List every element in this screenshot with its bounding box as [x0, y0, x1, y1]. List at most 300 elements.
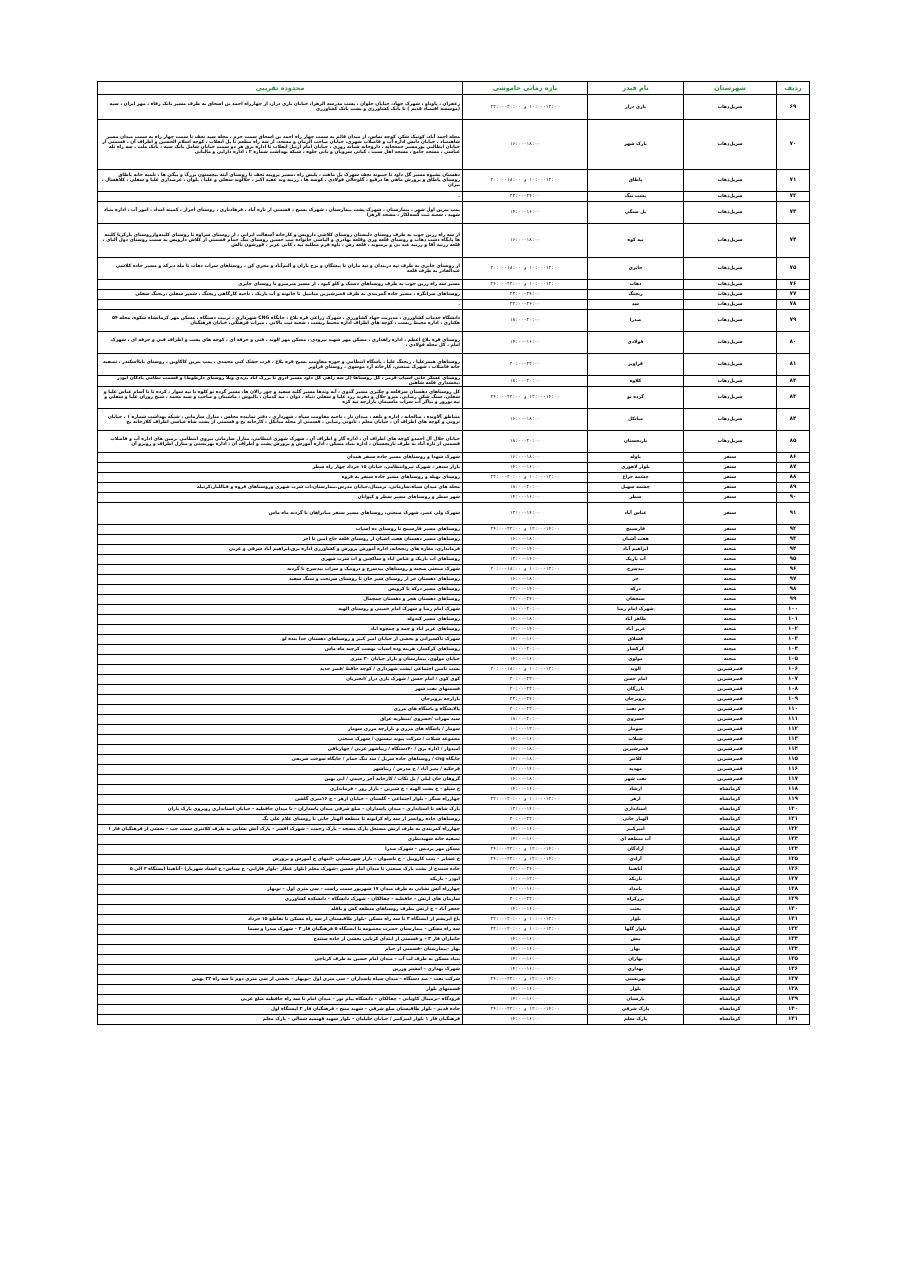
row-area: فرخکیه / نصر آباد / ح مدرس / زیباشهر: [98, 765, 463, 775]
row-feeder: بهداری: [588, 965, 684, 975]
row-feeder: قصرشیرین: [588, 745, 684, 755]
row-area: خ عشایر – پمپ کارویبل – خ تاسیوان – بازار شهرستانی –انتهای خ آموزش و پرورش: [98, 855, 463, 865]
table-row: [98, 875, 810, 885]
row-area: پشت تامین اجتماعی /پشت شهرداری / کوچه حافظ /قصر جدید: [98, 665, 463, 675]
table-row: [98, 635, 810, 645]
row-city: قصرشیرین: [684, 685, 777, 695]
row-index: ۱۳۹: [777, 995, 810, 1005]
row-city: صحنه: [684, 585, 777, 595]
row-area: شرکت نفت – صد دستگاه – میدان سپاه پاسداران – سی متری اول –نوبهار – بخشی از سی متری دوم تا سه راه ۲۲ بهمن: [98, 975, 463, 985]
row-city: سرپل‌ذهاب: [684, 387, 777, 409]
row-city: سرپل‌ذهاب: [684, 431, 777, 453]
row-city: کرمانشاه: [684, 845, 777, 855]
row-time: ۲۲:۰۰-۲۴:۰۰: [463, 695, 588, 705]
outage-table: [97, 81, 810, 1025]
row-area: روستای قره بلاغ اعظم ، اداره راهداری ، مسکن مهر شهید نیرودی ، مسکن مهر الوند ، فنی و حرفه ای ، کوچه های پشت و اطراف فنی و حرفه ای ، شهرک امام ، کل محله فولادی ،: [98, 332, 463, 354]
table-row: [98, 985, 810, 995]
row-city: صحنه: [684, 615, 777, 625]
row-area: روستاهای مسیر کندوله: [98, 615, 463, 625]
row-area: از روستای جابری به طرف تپه دربندان و تپه ماران تا بیشگان و برج باران و آلیم‌آباد و مجری کن ، روستاهای سراب دهاب تا مله دیرکه و مسیر جاده کلاشی عبدالقادر به طرف قلعه: [98, 258, 463, 280]
row-city: قصرشیرین: [684, 715, 777, 725]
row-index: ۸۱: [777, 354, 810, 376]
row-feeder: مولوی: [588, 655, 684, 665]
row-time: ۱۶:۰۰-۱۸:۰۰: [463, 575, 588, 585]
row-index: ۱۳۷: [777, 975, 810, 985]
row-index: ۷۴: [777, 224, 810, 258]
row-feeder: میانکل: [588, 409, 684, 431]
table-row: [98, 387, 810, 409]
row-index: ۱۲۸: [777, 885, 810, 895]
row-city: کرمانشاه: [684, 975, 777, 985]
table-row: [98, 745, 810, 755]
row-city: صحنه: [684, 605, 777, 615]
row-feeder: بلوار گلها: [588, 925, 684, 935]
row-index: ۷۶: [777, 280, 810, 290]
table-row: [98, 645, 810, 655]
row-time: ۱۴:۰۰-۱۶:۰۰: [463, 655, 588, 665]
table-row: [98, 300, 810, 310]
row-index: ۱۰۳: [777, 635, 810, 645]
row-area: چهارراه کمربندی به طرف ارتش مستعل پارک مسجد – پارک رحمت – شهرک افسر – پارک آتش نشانی به طرف کلانتری سمت چپ – بخشی از فرهنگیان فاز ۱: [98, 825, 463, 835]
table-row: [98, 625, 810, 635]
outage-schedule-sheet: [97, 81, 809, 1025]
header-area: محدوده تقریبی: [98, 82, 463, 95]
row-city: قصرشیرین: [684, 705, 777, 715]
row-feeder: آزادگان: [588, 845, 684, 855]
row-city: قصرشیرین: [684, 675, 777, 685]
row-feeder: بهار: [588, 945, 684, 955]
table-row: [98, 735, 810, 745]
table-row: [98, 280, 810, 290]
row-feeder: پارک شهر: [588, 120, 684, 170]
row-time: ۱۲:۰۰-۱۴:۰۰ و ۲۲:۰۰-۲۴:۰۰: [463, 387, 588, 409]
row-feeder: قشلاق: [588, 635, 684, 645]
row-index: ۱۱۱: [777, 715, 810, 725]
row-index: ۱۲۹: [777, 895, 810, 905]
row-feeder: حر: [588, 575, 684, 585]
row-index: ۱۲۶: [777, 865, 810, 875]
row-time: ۱۴:۰۰-۱۶:۰۰: [463, 1015, 588, 1025]
row-area: روستاهای عزیز اباد و چمه و چمچوه اباد: [98, 625, 463, 635]
header-time: بازه زمانی خاموشی: [463, 82, 588, 95]
row-area: قسمتهای نفت شهر: [98, 685, 463, 695]
row-city: سرپل‌ذهاب: [684, 332, 777, 354]
row-time: ۱۲:۰۰-۱۴:۰۰: [463, 625, 588, 635]
row-feeder: بهاران: [588, 955, 684, 965]
row-city: سرپل‌ذهاب: [684, 409, 777, 431]
row-city: صحنه: [684, 565, 777, 575]
row-feeder: سومار: [588, 725, 684, 735]
row-feeder: ابراهیم آباد: [588, 545, 684, 555]
row-feeder: کلانتر: [588, 755, 684, 765]
row-index: ۹۹: [777, 595, 810, 605]
table-row: [98, 290, 810, 300]
row-feeder: فارسینج: [588, 525, 684, 535]
row-area: خیابان جلال آل احمدو کوچه های اطراف آن ، اداره گاز و اطراف آن ، شهرک شهری انتظامی، منازل سازمانی نیروی انتظامی ،زمین های اداره آب و فاضلاب قسمتی از تازه آباد به طرف نارنجستان ، اداره بنیاد مسکن ، اداره آموزش و پرورش پشت و اطراف آن ، اداره بهزیستی و منازل اطراف و روبرو آن: [98, 431, 463, 453]
row-index: ۱۱۶: [777, 765, 810, 775]
row-city: کرمانشاه: [684, 1015, 777, 1025]
row-feeder: شهرک امام رضا: [588, 605, 684, 615]
table-row: [98, 835, 810, 845]
row-feeder: بازی دراز: [588, 95, 684, 120]
row-city: صحنه: [684, 575, 777, 585]
row-index: ۱۰۹: [777, 695, 810, 705]
row-feeder: پل سنگی: [588, 202, 684, 224]
row-time: ۱۸:۰۰-۲۰:۰۰: [463, 483, 588, 493]
row-index: ۱۰۷: [777, 675, 810, 685]
row-index: ۸۳: [777, 387, 810, 409]
row-feeder: استانداری: [588, 805, 684, 815]
row-city: کرمانشاه: [684, 895, 777, 905]
table-row: [98, 915, 810, 925]
row-index: ۹۴: [777, 545, 810, 555]
row-area: پالایشگاه و پاسگاه های مرزی: [98, 705, 463, 715]
row-city: صحنه: [684, 555, 777, 565]
row-city: سنقر: [684, 483, 777, 493]
row-time: ۱۶:۰۰-۱۸:۰۰: [463, 775, 588, 785]
row-city: کرمانشاه: [684, 915, 777, 925]
row-time: ۱۸:۰۰-۲۰:۰۰: [463, 376, 588, 387]
row-area: محله های میدان سیاه،سازمانی، ترمینال،خیابان مدرس،بیمارستان،اب شرب شهری وروستاهای قروه و فیاللبار،کرتیله: [98, 483, 463, 493]
row-index: ۱۴۰: [777, 1005, 810, 1015]
row-time: ۱۴:۰۰-۱۶:۰۰: [463, 785, 588, 795]
row-time: ۲۰:۰۰-۲۲:۰۰: [463, 705, 588, 715]
table-row: [98, 555, 810, 565]
row-city: صحنه: [684, 655, 777, 665]
table-row: [98, 258, 810, 280]
row-feeder: الوند: [588, 665, 684, 675]
row-city: سنقر: [684, 473, 777, 483]
row-feeder: نفت شهر: [588, 775, 684, 785]
row-feeder: باوله: [588, 453, 684, 463]
row-time: ۲۰:۰۰-۲۲:۰۰: [463, 895, 588, 905]
row-area: جایگاه cng / روستاهای جاده سرپل / سد تنگ حمام / جایگاه سوخت شریفی: [98, 755, 463, 765]
table-row: [98, 695, 810, 705]
row-feeder: بامداد: [588, 885, 684, 895]
row-area: شهرک تاکسیرانی و بخشی از خیابان امیر کبیر و روستاهای دهستان خدا بنده لو: [98, 635, 463, 645]
row-area: پارک شاهد تا استانداری – میدان پاسداران – ضلع شرقی میدان پاسداران – تا میدان حافظیه – خیابان استانداری روبروی پارک باران: [98, 805, 463, 815]
row-city: سنقر: [684, 463, 777, 473]
row-area: فرمانداری، مغازه های زنجحانه، اداره آموزش پرورش و کشاورزی اداره برق،ابراهیم آباد شرقی و غربی: [98, 545, 463, 555]
row-time: ۱۲:۰۰-۱۴:۰۰ و ۲۲:۰۰-۲۴:۰۰: [463, 975, 588, 985]
row-feeder: آب باریک: [588, 555, 684, 565]
row-area: روستای عسکر خانی آسیاب قرمز ، کل روستاها (از سه راهی کل داود مسیر ادرق تا بزرگ آباد بی‌دی وبلا روستای دارطوط) و قسمت نظامی بادگان ابوذر ،بخشداری قلعه شاهین: [98, 376, 463, 387]
row-feeder: بعثت: [588, 905, 684, 915]
row-index: ۱۳۲: [777, 925, 810, 935]
row-area: جاده قدیم – بلوار طاقبستان ضلع شرقی – شهید منتخ – فرهنگیان فاز ۲ ایستگاه اول: [98, 1005, 463, 1015]
table-row: [98, 503, 810, 525]
row-index: ۸۲: [777, 376, 810, 387]
row-index: ۷۳: [777, 202, 810, 224]
row-area: فرودگاه –ترمینال کاویانی – چقالکان – دانشگاه پیام نور – میدان امام تا سه راه حافظیه ضلع غربی: [98, 995, 463, 1005]
row-city: قصرشیرین: [684, 695, 777, 705]
row-feeder: باریکه: [588, 875, 684, 885]
table-row: [98, 775, 810, 785]
table-row: [98, 483, 810, 493]
row-time: ۱۰:۰۰-۱۲:۰۰ و ۱۸:۰۰-۲۰:۰۰: [463, 665, 588, 675]
table-row: [98, 545, 810, 555]
row-index: ۷۰: [777, 120, 810, 170]
row-feeder: بلوار: [588, 985, 684, 995]
row-time: ۱۸:۰۰-۲۰:۰۰: [463, 605, 588, 615]
row-time: ۱۴:۰۰-۱۶:۰۰: [463, 945, 588, 955]
row-index: ۸۹: [777, 483, 810, 493]
row-time: ۱۰:۰۰-۱۲:۰۰ و ۲۰:۰۰-۲۲:۰۰: [463, 915, 588, 925]
row-city: صحنه: [684, 595, 777, 605]
row-feeder: عزیز آباد: [588, 625, 684, 635]
row-area: .: [98, 192, 463, 202]
row-time: ۱۰:۰۰-۱۲:۰۰ و ۲۰:۰۰-۲۲:۰۰: [463, 795, 588, 805]
row-index: ۱۰۱: [777, 615, 810, 625]
table-body: [98, 95, 810, 1025]
row-feeder: دهاب: [588, 280, 684, 290]
row-city: کرمانشاه: [684, 855, 777, 865]
row-city: سنقر: [684, 453, 777, 463]
row-time: ۱۴:۰۰-۱۶:۰۰: [463, 965, 588, 975]
row-index: ۱۱۴: [777, 745, 810, 755]
row-index: ۹۱: [777, 503, 810, 525]
table-row: [98, 755, 810, 765]
row-time: ۲۰:۰۰-۲۲:۰۰: [463, 815, 588, 825]
table-row: [98, 965, 810, 975]
row-area: مسکن مهر پردیس – شهرک صدرا: [98, 845, 463, 855]
row-index: ۹۰: [777, 493, 810, 503]
table-row: [98, 605, 810, 615]
row-time: ۲۲:۰۰-۲۴:۰۰: [463, 192, 588, 202]
row-time: ۱۲:۰۰-۱۴:۰۰: [463, 545, 588, 555]
table-row: [98, 493, 810, 503]
row-area: گروهان خان لیلی / پل تکاب / کارخانه آجر رحیمی / ابی بهبن: [98, 775, 463, 785]
row-index: ۱۰۲: [777, 625, 810, 635]
row-city: صحنه: [684, 645, 777, 655]
row-time: ۲۲:۰۰-۲۴:۰۰: [463, 865, 588, 875]
row-area: روستای بهیله و روستاهای مسیر جاده سنقر به قروه: [98, 473, 463, 483]
row-feeder: بهزیستی: [588, 975, 684, 985]
row-index: ۷۷: [777, 290, 810, 300]
table-row: [98, 615, 810, 625]
table-row: [98, 825, 810, 835]
row-feeder: پرویزخان: [588, 695, 684, 705]
row-area: تصفیه خانه شهیدنظری: [98, 835, 463, 845]
row-feeder: چم نفت: [588, 705, 684, 715]
row-area: فرهنگیان فاز ۱ بلوار امیرکبیر / خیابان جلیلیان – بلوار شهید فهیمیه شمالی – پارک معلم: [98, 1015, 463, 1025]
row-city: سنقر: [684, 493, 777, 503]
table-row: [98, 895, 810, 905]
row-time: ۱۶:۰۰-۱۸:۰۰: [463, 745, 588, 755]
table-row: [98, 525, 810, 535]
row-feeder: قراویز: [588, 354, 684, 376]
row-time: ۱۶:۰۰-۱۸:۰۰: [463, 535, 588, 545]
row-city: صحنه: [684, 625, 777, 635]
row-time: ۱۰:۰۰-۱۲:۰۰: [463, 725, 588, 735]
row-index: ۱۲۴: [777, 845, 810, 855]
row-city: کرمانشاه: [684, 795, 777, 805]
row-city: کرمانشاه: [684, 985, 777, 995]
table-row: [98, 995, 810, 1005]
row-city: سنقر: [684, 535, 777, 545]
table-row: [98, 855, 810, 865]
row-index: ۹۶: [777, 565, 810, 575]
row-time: ۱۲:۰۰-۱۴:۰۰: [463, 503, 588, 525]
table-row: [98, 409, 810, 431]
table-row: [98, 224, 810, 258]
row-city: سرپل‌ذهاب: [684, 192, 777, 202]
table-header-row: [98, 82, 810, 95]
row-index: ۱۲۱: [777, 815, 810, 825]
row-area: شهرک بهداری – امشتر وزرین: [98, 965, 463, 975]
table-row: [98, 865, 810, 875]
table-row: [98, 202, 810, 224]
row-feeder: هفت آشیان: [588, 535, 684, 545]
row-time: ۱۴:۰۰-۱۶:۰۰: [463, 825, 588, 835]
row-area: قسمتهای بلوار: [98, 985, 463, 995]
row-time: ۱۸:۰۰-۲۰:۰۰: [463, 310, 588, 332]
row-feeder: کرکسار: [588, 645, 684, 655]
row-area: روستاهای کرکسار، هرینه وده اسیاب بهست کرچنه ماه ماس: [98, 645, 463, 655]
table-row: [98, 715, 810, 725]
row-time: ۱۰:۰۰-۱۲:۰۰ و ۲۲:۰۰-۲۴:۰۰: [463, 280, 588, 290]
row-feeder: عباس آباد: [588, 503, 684, 525]
row-time: ۱۰:۰۰-۱۲:۰۰: [463, 875, 588, 885]
row-index: ۸۵: [777, 431, 810, 453]
table-row: [98, 1015, 810, 1025]
row-time: ۱۴:۰۰-۱۶:۰۰: [463, 835, 588, 845]
table-row: [98, 885, 810, 895]
row-city: سرپل‌ذهاب: [684, 120, 777, 170]
row-index: ۱۰۵: [777, 655, 810, 665]
row-feeder: سطر: [588, 493, 684, 503]
row-time: ۱۲:۰۰-۱۴:۰۰ و ۲۲:۰۰-۲۴:۰۰: [463, 1005, 588, 1015]
row-city: سرپل‌ذهاب: [684, 354, 777, 376]
row-city: کرمانشاه: [684, 785, 777, 795]
row-index: ۸۷: [777, 463, 810, 473]
table-row: [98, 675, 810, 685]
row-feeder: شیلات: [588, 735, 684, 745]
row-city: کرمانشاه: [684, 885, 777, 895]
row-area: بهار –بیمارستان –قسمتی از خیام: [98, 945, 463, 955]
row-time: ۲۰:۰۰-۲۲:۰۰: [463, 675, 588, 685]
row-index: ۹۸: [777, 585, 810, 595]
row-index: ۷۱: [777, 170, 810, 192]
row-index: ۱۰۰: [777, 605, 810, 615]
row-area: روستاهای اب باریک و عباس اباد و ساکچین و اب شرب شهری: [98, 555, 463, 565]
row-index: ۱۱۹: [777, 795, 810, 805]
table-row: [98, 765, 810, 775]
table-row: [98, 1005, 810, 1015]
row-index: ۱۴۱: [777, 1015, 810, 1025]
row-feeder: پاطاق: [588, 170, 684, 192]
row-area: شهرک امام رضا و شهرک امام خمینی و روستای الهیه: [98, 605, 463, 615]
row-city: سرپل‌ذهاب: [684, 258, 777, 280]
row-feeder: آب منطقه ای: [588, 835, 684, 845]
table-row: [98, 565, 810, 575]
row-feeder: بیدسرخ: [588, 565, 684, 575]
table-row: [98, 805, 810, 815]
row-time: ۱۴:۰۰-۱۶:۰۰: [463, 955, 588, 965]
table-row: [98, 535, 810, 545]
row-area: بنیاد مسکن به طرف لب آب – میدان امام حسین به طرف کرناچی: [98, 955, 463, 965]
row-area: شهرک شهدا و روستاهای مسیر جاده سنقر همدان: [98, 453, 463, 463]
row-feeder: تپه کوه: [588, 224, 684, 258]
row-city: سرپل‌ذهاب: [684, 300, 777, 310]
row-feeder: فولادی: [588, 332, 684, 354]
row-time: ۱۲:۰۰-۱۴:۰۰: [463, 765, 588, 775]
table-row: [98, 955, 810, 965]
table-row: [98, 463, 810, 473]
row-index: ۱۱۰: [777, 705, 810, 715]
row-feeder: بازرگان: [588, 685, 684, 695]
row-area: جانبازان فاز ۳ – و قسمتی از ابتدای کرنایی بخشی از جاده سنندج: [98, 935, 463, 945]
row-feeder: چشمه جراغ: [588, 473, 684, 483]
row-time: ۱۰:۰۰-۱۲:۰۰ و ۲۰:۰۰-۲۲:۰۰: [463, 95, 588, 120]
row-feeder: ریجنگ: [588, 290, 684, 300]
row-index: ۱۲۵: [777, 855, 810, 865]
row-feeder: امیرکبیر: [588, 825, 684, 835]
row-feeder: سد: [588, 300, 684, 310]
row-area: مجموعه شیلات / شرکت پیوند تیستون / شهرک صنعتی: [98, 735, 463, 745]
row-area: جعفر آباد – خ ارتش بطرف روستاهای منطقه کش و باقله: [98, 905, 463, 915]
table-row: [98, 354, 810, 376]
row-city: سرپل‌ذهاب: [684, 290, 777, 300]
row-city: صحنه: [684, 545, 777, 555]
row-area: روستاهای جاده روانسر از سه راه کرانونه تا منطقه الهیار خانی تا روستای غلام علی بگ: [98, 815, 463, 825]
row-index: ۱۳۵: [777, 955, 810, 965]
row-city: کرمانشاه: [684, 965, 777, 975]
row-area: دهستان بشیوه مسیر گل داود تا حیبوند نجف شهرک پل ماهت ، پلیس راه ،مسیر پرویته نجف تا روستای آبته بیچستون بزرگ و بیگی ها ، تلمبه خانه پاطاق روستای پاطاق و پرورش ماهی ها دزقیع ، گلوجالی فولادی ، کوسه ها ، زرینه وند عقید اکبر ، جلالوند سفلی و علیا ، بلوان ، عرضداری علیا و سفلی ، کلاهسال ، بیران: [98, 170, 463, 192]
row-area: بازارچه پرویزخان: [98, 695, 463, 705]
table-row: [98, 431, 810, 453]
row-city: سرپل‌ذهاب: [684, 224, 777, 258]
row-time: ۲۰:۰۰-۲۲:۰۰: [463, 685, 588, 695]
row-city: کرمانشاه: [684, 955, 777, 965]
row-feeder: بلوار: [588, 915, 684, 925]
table-row: [98, 585, 810, 595]
table-row: [98, 575, 810, 585]
row-area: از سه راه زرین جوب به طرف روستای دلیستان روستای کلاشی داروپس و کارخانه آسفالت ایرانی ، از روستای سراوه تا روستای کلینه‌وازروستای بازکرتا کلینه ها پایگاه دشت ذهاب و روستای قلعه وزی وقلعه بهادری و الیاسی خانواده تیپ حسین روستای تنگ حمام قسمتی از کلاش داروپس به سمت روستای دول آلبای ، قلعه زرنید آقا و زرنیه عید بی و بزمیوند ، قلعه رش ، ناوه فرم مطلبه تپه ، کانی عزیز ، قورشون بالش: [98, 224, 463, 258]
table-row: [98, 845, 810, 855]
row-index: ۱۱۵: [777, 755, 810, 765]
row-area: چهارراه آتش نشانی به طرف میدان ۱۷ شهریور سمت راست – سی متری اول – نوبهار: [98, 885, 463, 895]
row-area: روستاهای دهستان حر از روستای شیر خان تا روستای سرتخت و سنگ سفید: [98, 575, 463, 585]
row-city: کرمانشاه: [684, 825, 777, 835]
row-feeder: مهدیه: [588, 765, 684, 775]
row-time: ۱۴:۰۰-۱۶:۰۰: [463, 635, 588, 645]
row-city: سرپل‌ذهاب: [684, 170, 777, 192]
row-feeder: پشت تنگ: [588, 192, 684, 202]
row-time: ۱۶:۰۰-۱۸:۰۰: [463, 615, 588, 625]
row-area: بازار سنقر ، شهرک نیروانتظامی، خیابان ۱۵ خرداد چهار راه سطر: [98, 463, 463, 473]
row-time: ۱۴:۰۰-۱۶:۰۰: [463, 935, 588, 945]
row-feeder: صدرا: [588, 310, 684, 332]
row-feeder: بلوار لاهوری: [588, 463, 684, 473]
row-area: متناطق آلاونده ، صالحانه ، اداره و تلفه ، میدان ناز ، ناحیه مقاومت سپاه ، شهرداری ، دفتر نماینده مجلس ، منازل سازمانی ، شبکه بهداشت شماره ۱ ، خیابان ثرونی و کوچه های اطراف آن ، خیابان معلم ، ثانونی رضایی ، قسمتی از محله میانکل ، کارخانه یخ و قسمتی از پشت شاه عباسی اطراف کلارخانه یخ: [98, 409, 463, 431]
table-row: [98, 935, 810, 945]
row-index: ۶۹: [777, 95, 810, 120]
row-feeder: ارشاد: [588, 785, 684, 795]
row-city: سرپل‌ذهاب: [684, 376, 777, 387]
row-index: ۸۶: [777, 453, 810, 463]
table-row: [98, 595, 810, 605]
table-row: [98, 815, 810, 825]
row-area: کوی کوی / امام حسن / شهرک بازی دراز /انجیریان: [98, 675, 463, 685]
row-city: کرمانشاه: [684, 865, 777, 875]
row-time: ۱۶:۰۰-۱۸:۰۰: [463, 224, 588, 258]
table-row: [98, 665, 810, 675]
row-city: سنقر: [684, 525, 777, 535]
row-index: ۱۲۷: [777, 875, 810, 885]
row-time: ۱۸:۰۰-۲۰:۰۰: [463, 715, 588, 725]
row-time: ۱۴:۰۰-۱۶:۰۰: [463, 905, 588, 915]
